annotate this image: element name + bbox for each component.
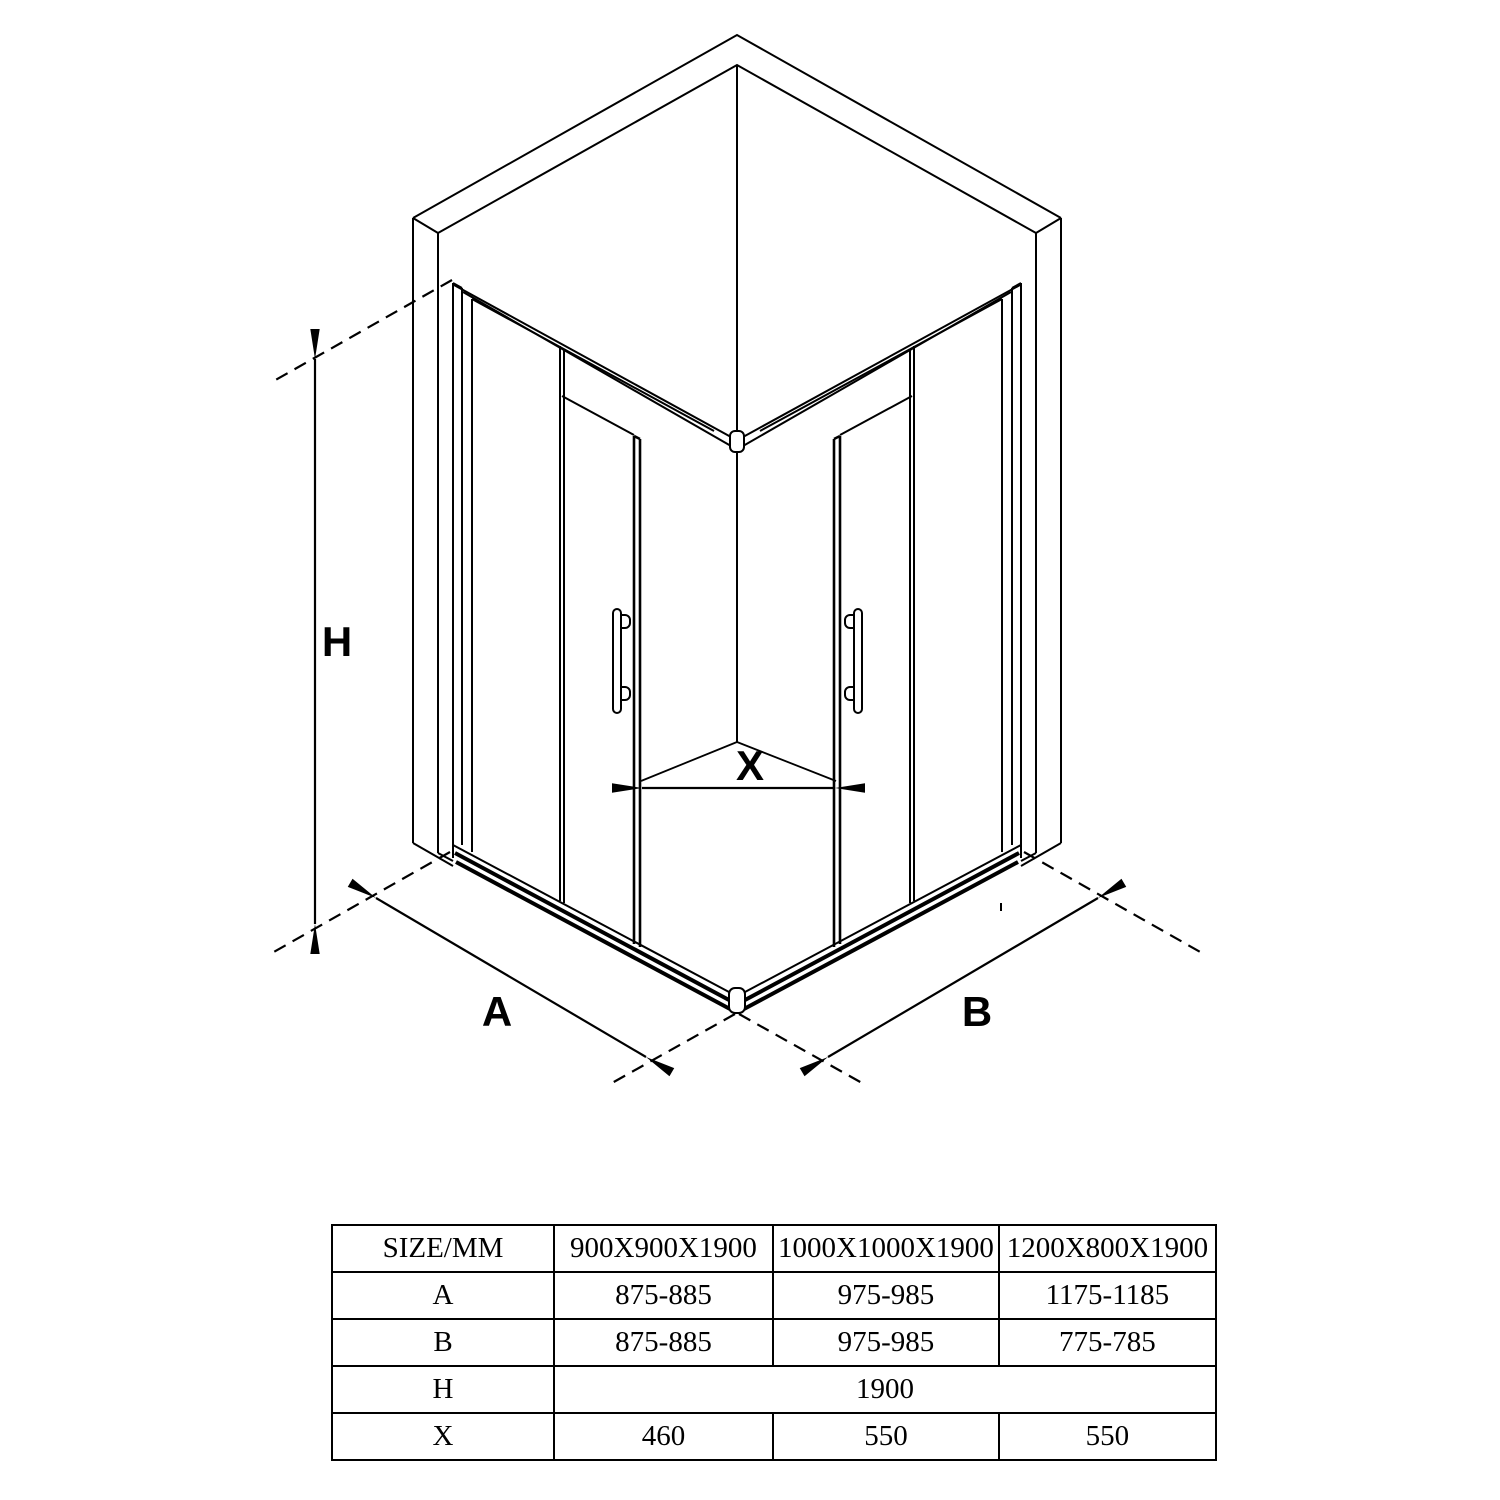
extension-line bbox=[272, 280, 452, 382]
handle-mount-icon bbox=[621, 687, 630, 700]
table-row-a bbox=[332, 1272, 1216, 1319]
top-corner-post bbox=[730, 431, 744, 452]
cell-value: 550 bbox=[999, 1413, 1216, 1460]
row-label: A bbox=[332, 1272, 554, 1319]
left-door-top-edge bbox=[562, 396, 634, 435]
size-spec-table bbox=[331, 1224, 1217, 1461]
label-b: B bbox=[961, 988, 993, 1035]
bottom-rail-left bbox=[453, 845, 730, 1009]
table-row-b bbox=[332, 1319, 1216, 1366]
cell-value: 975-985 bbox=[773, 1272, 999, 1319]
right-door-top-edge bbox=[840, 396, 912, 435]
dimension-a bbox=[376, 898, 735, 1083]
table-row-x bbox=[332, 1413, 1216, 1460]
left-door-handle bbox=[613, 609, 630, 713]
cell-value: 975-985 bbox=[773, 1319, 999, 1366]
row-label: X bbox=[332, 1413, 554, 1460]
cell-value: 775-785 bbox=[999, 1319, 1216, 1366]
dimension-h bbox=[272, 280, 452, 953]
table-header-size-1200: 1200X800X1900 bbox=[999, 1225, 1216, 1272]
cell-value: 875-885 bbox=[554, 1272, 773, 1319]
table-header-size: SIZE/MM bbox=[332, 1225, 554, 1272]
bottom-corner-post bbox=[729, 988, 745, 1013]
extension-line bbox=[1024, 852, 1202, 953]
right-door-handle bbox=[845, 609, 862, 713]
cell-value-span: 1900 bbox=[554, 1366, 1216, 1413]
cell-value: 460 bbox=[554, 1413, 773, 1460]
extension-line bbox=[272, 852, 450, 953]
table-header-size-900: 900X900X1900 bbox=[554, 1225, 773, 1272]
right-door-leading-edge bbox=[834, 436, 840, 947]
cell-value: 875-885 bbox=[554, 1319, 773, 1366]
label-h: H bbox=[321, 618, 353, 665]
left-door-leading-edge bbox=[634, 436, 640, 947]
cell-value: 1175-1185 bbox=[999, 1272, 1216, 1319]
row-label: H bbox=[332, 1366, 554, 1413]
label-a: A bbox=[481, 988, 513, 1035]
table-header-size-1000: 1000X1000X1900 bbox=[773, 1225, 999, 1272]
handle-mount-icon bbox=[621, 615, 630, 628]
handle-mount-icon bbox=[845, 687, 854, 700]
label-x: X bbox=[735, 742, 765, 789]
bottom-rail-right bbox=[744, 845, 1021, 1009]
table-row-h bbox=[332, 1366, 1216, 1413]
table-row-header bbox=[332, 1225, 1216, 1272]
handle-mount-icon bbox=[845, 615, 854, 628]
leader-line bbox=[641, 742, 737, 781]
cell-value: 550 bbox=[773, 1413, 999, 1460]
row-label: B bbox=[332, 1319, 554, 1366]
dimension-x bbox=[641, 742, 836, 789]
